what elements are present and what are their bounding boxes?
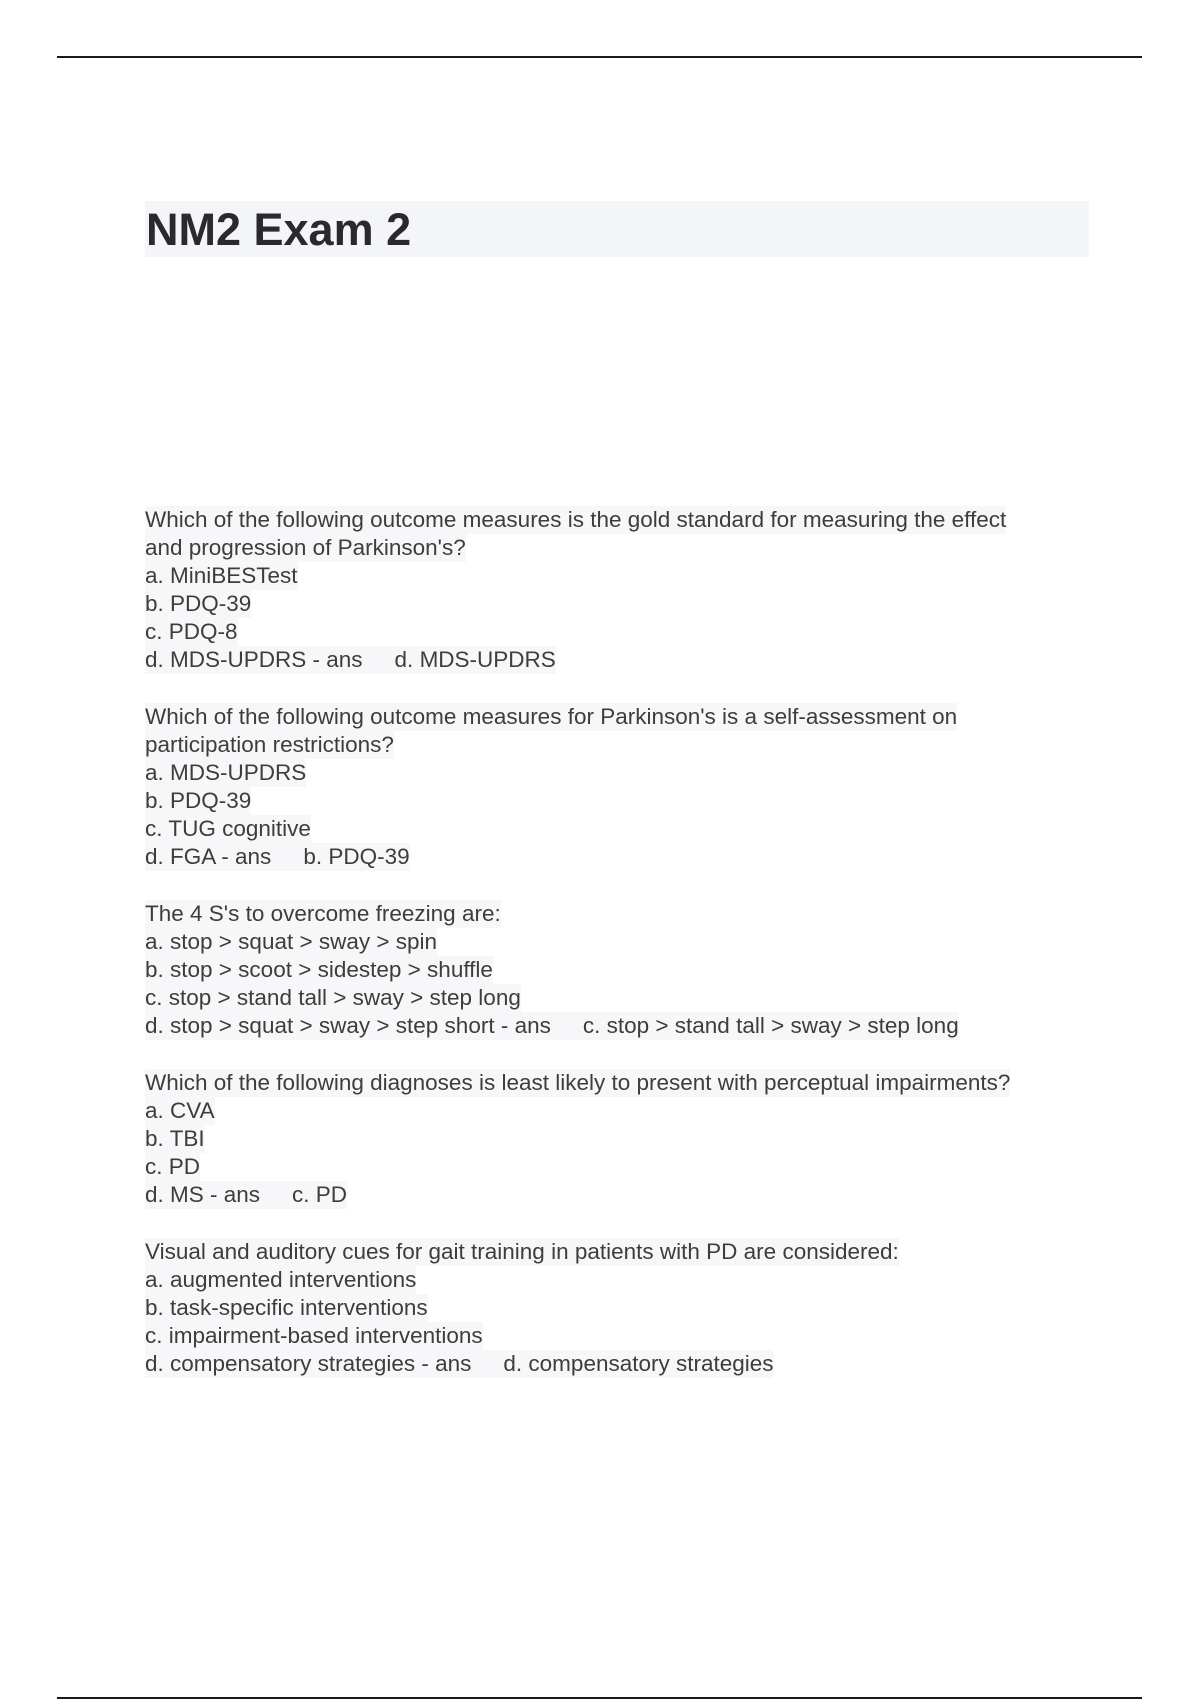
answer-option: a. stop > squat > sway > spin xyxy=(145,929,438,954)
answer-option: a. MiniBESTest xyxy=(145,563,298,588)
answer-option: a. CVA xyxy=(145,1098,215,1123)
answer-option: c. stop > stand tall > sway > step long xyxy=(145,985,521,1010)
question-block xyxy=(145,900,1095,1040)
answer-option: b. PDQ-39 xyxy=(145,591,252,616)
answer-option: d. compensatory strategies - ans xyxy=(145,1351,472,1376)
question-prompt-line: Which of the following diagnoses is least likely to present with perceptual impairments? xyxy=(145,1070,1011,1095)
answer-option: b. task-specific interventions xyxy=(145,1295,428,1320)
answer-row xyxy=(145,646,556,674)
question-list xyxy=(145,506,1095,1407)
answer-option: c. TUG cognitive xyxy=(145,816,311,841)
answer-option: d. MDS-UPDRS - ans xyxy=(145,647,363,672)
answer-row xyxy=(145,1350,774,1378)
correct-answer: d. MDS-UPDRS xyxy=(394,647,556,672)
question-block xyxy=(145,1238,1095,1378)
answer-row xyxy=(145,843,410,871)
question-prompt-line: Visual and auditory cues for gait training in patients with PD are considered: xyxy=(145,1239,899,1264)
question-prompt-line: Which of the following outcome measures is the gold standard for measuring the effect xyxy=(145,507,1007,532)
correct-answer: d. compensatory strategies xyxy=(503,1351,774,1376)
bottom-divider xyxy=(57,1697,1142,1699)
question-prompt-line: Which of the following outcome measures for Parkinson's is a self-assessment on xyxy=(145,704,958,729)
answer-option: a. augmented interventions xyxy=(145,1267,417,1292)
answer-option: d. FGA - ans xyxy=(145,844,272,869)
document-title: NM2 Exam 2 xyxy=(146,204,412,255)
answer-row xyxy=(145,1181,347,1209)
question-prompt-line: and progression of Parkinson's? xyxy=(145,535,466,560)
question-prompt-line: participation restrictions? xyxy=(145,732,394,757)
question-block xyxy=(145,506,1095,674)
answer-option: b. TBI xyxy=(145,1126,205,1151)
answer-option: b. stop > scoot > sidestep > shuffle xyxy=(145,957,493,982)
top-divider xyxy=(57,56,1142,58)
question-block xyxy=(145,1069,1095,1209)
answer-option: c. PDQ-8 xyxy=(145,619,238,644)
answer-option: c. PD xyxy=(145,1154,201,1179)
answer-option: a. MDS-UPDRS xyxy=(145,760,307,785)
answer-option: d. stop > squat > sway > step short - ans xyxy=(145,1013,551,1038)
answer-option: d. MS - ans xyxy=(145,1182,261,1207)
correct-answer: c. PD xyxy=(292,1182,348,1207)
answer-option: c. impairment-based interventions xyxy=(145,1323,483,1348)
correct-answer: c. stop > stand tall > sway > step long xyxy=(582,1013,959,1038)
answer-row xyxy=(145,1012,959,1040)
correct-answer: b. PDQ-39 xyxy=(303,844,410,869)
question-prompt-line: The 4 S's to overcome freezing are: xyxy=(145,901,501,926)
answer-option: b. PDQ-39 xyxy=(145,788,252,813)
question-block xyxy=(145,703,1095,871)
